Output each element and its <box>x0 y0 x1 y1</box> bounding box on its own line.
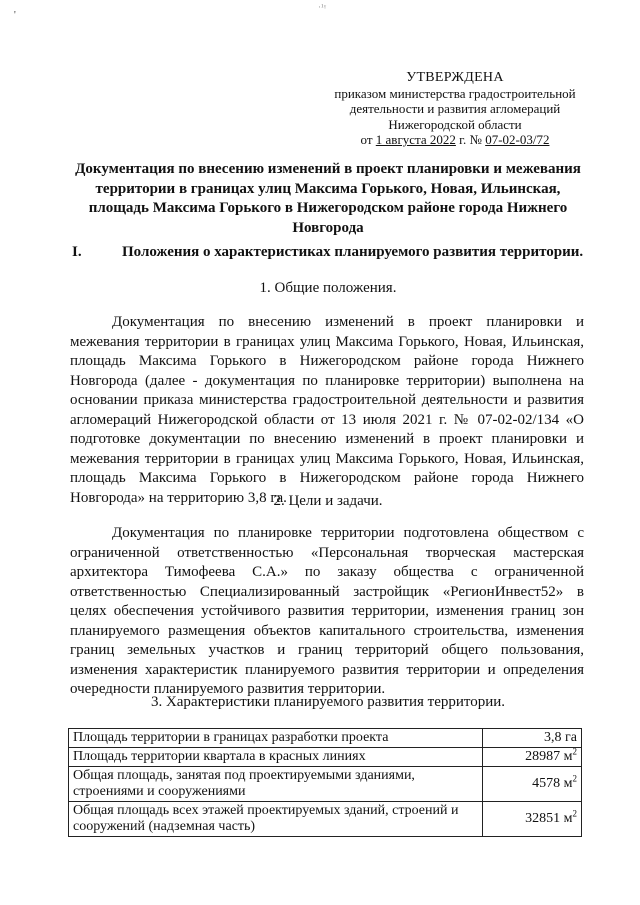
corner-mark: ' <box>14 10 16 21</box>
approval-date-line <box>330 132 580 148</box>
section-heading <box>72 244 586 261</box>
table-cell-value: 32851 $м^2$ <box>483 802 582 837</box>
subsection-heading-general: 1. Общие положения. <box>259 280 397 296</box>
subsection-heading-goals: 2. Цели и задачи. <box>273 493 383 509</box>
table-cell-label: Площадь территории в границах разработки проекта <box>69 729 483 748</box>
table-cell-value: 28987 $м^2$ <box>483 748 582 767</box>
subsection-heading-characteristics: 3. Характеристики планируемого развития территории. <box>150 694 506 710</box>
approval-title: УТВЕРЖДЕНА <box>406 70 504 85</box>
paragraph-goals: Документация по планировке территории подготовлена обществом с ограниченной ответственностью «Персональная творческая мастерская архитектора Тимофеева С.А.» по заказу общества с ограниченной ответственностью Специализированный застройщик «РегионИнвест52» в целях обеспечения устойчивого развития территории, изменения границ зон планируемого размещения объектов капитального строительства, изменения границ земельных участков и границ территорий общего пользования, изменения характеристик планируемого развития территории и определения очередности планируемого развития территории. <box>70 525 584 697</box>
date-mid: г. № <box>455 132 486 147</box>
approval-date: 1 августа 2022 <box>375 132 456 147</box>
table-row <box>69 767 582 802</box>
section-title: Положения о характеристиках планируемого развития территории. <box>122 244 584 260</box>
table-row <box>69 802 582 837</box>
date-prefix: от <box>360 132 376 147</box>
approval-line: приказом министерства градостроительной <box>334 85 576 101</box>
table-cell-label: Площадь территории квартала в красных линиях <box>69 748 483 767</box>
approval-number: 07-02-03/72 <box>485 132 550 147</box>
table-row <box>69 748 582 767</box>
document-title: Документация по внесению изменений в проект планировки и межевания территории в границах улиц Максима Горького, Новая, Ильинская, площадь Максима Горького в Нижегородском районе города Нижнего Новгорода <box>75 161 581 236</box>
table-row <box>69 729 582 748</box>
table-cell-value: 4578 $м^2$ <box>483 767 582 802</box>
approval-line: Нижегородской области <box>388 116 522 132</box>
approval-block <box>330 70 580 148</box>
paragraph-general: Документация по внесению изменений в проект планировки и межевания территории в границах улиц Максима Горького, Новая, Ильинская, площадь Максима Горького в Нижегородском районе города Нижнего Новгорода (далее - документация по планировке территории) выполнена на основании приказа министерства градостроительной деятельности и развития агломераций Нижегородской области от 13 июля 2021 г. № 07-02-02/134 «О подготовке документации по внесению изменений в проект планировки и межевания территории в границах улиц Максима Горького, Новая, Ильинская, площадь Максима Горького в Нижегородском районе города Нижнего Новгорода» на территорию 3,8 га. <box>70 314 584 506</box>
characteristics-table <box>68 728 582 837</box>
approval-line: деятельности и развития агломераций <box>349 101 561 116</box>
stamp-mark: ·¹ᵞ <box>318 2 327 12</box>
table-cell-label: Общая площадь, занятая под проектируемыми зданиями, строениями и сооружениями <box>69 767 483 802</box>
table-cell-value: 3,8 га <box>483 729 582 748</box>
table-cell-label: Общая площадь всех этажей проектируемых зданий, строений и сооружений (надземная часть) <box>69 802 483 837</box>
section-number: I. <box>72 244 82 260</box>
